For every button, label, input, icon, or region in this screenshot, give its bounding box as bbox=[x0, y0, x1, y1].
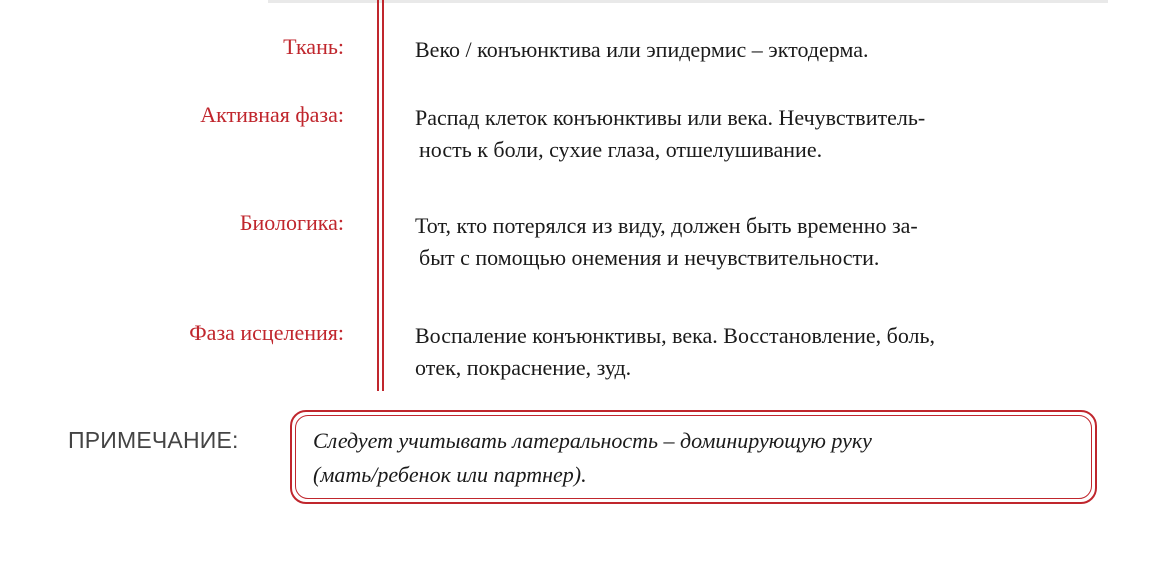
row-label-biologic: Биологика: bbox=[239, 210, 344, 235]
top-divider bbox=[268, 0, 1108, 3]
row-value-line: отек, покраснение, зуд. bbox=[415, 355, 632, 380]
row-value-active-phase bbox=[415, 102, 1115, 166]
row-value-healing-phase bbox=[415, 320, 1115, 384]
row-value-line: быт с помощью онемения и нечувствительности. bbox=[419, 245, 880, 270]
row-value-biologic bbox=[415, 210, 1115, 274]
row-label-active-phase: Активная фаза: bbox=[200, 102, 344, 127]
row-value-line: Воспаление конъюнктивы, века. Восстановление, боль, bbox=[415, 323, 936, 348]
vertical-rule-right bbox=[382, 0, 384, 391]
row-label-tissue: Ткань: bbox=[283, 34, 344, 59]
note-line: (мать/ребенок или партнер). bbox=[313, 462, 587, 487]
row-value-line: ность к боли, сухие глаза, отшелушивание. bbox=[419, 137, 823, 162]
row-value-line: Тот, кто потерялся из виду, должен быть временно за- bbox=[415, 213, 918, 238]
row-value-line: Веко / конъюнктива или эпидермис – эктодерма. bbox=[415, 37, 869, 62]
note-text bbox=[313, 424, 1093, 492]
vertical-rule-left bbox=[377, 0, 379, 391]
note-label: ПРИМЕЧАНИЕ: bbox=[68, 427, 239, 453]
row-value-line: Распад клеток конъюнктивы или века. Нечувствитель- bbox=[415, 105, 926, 130]
row-label-healing-phase: Фаза исцеления: bbox=[189, 320, 344, 345]
note-line: Следует учитывать латеральность – доминирующую руку bbox=[313, 428, 872, 453]
row-value-tissue bbox=[415, 34, 1115, 66]
